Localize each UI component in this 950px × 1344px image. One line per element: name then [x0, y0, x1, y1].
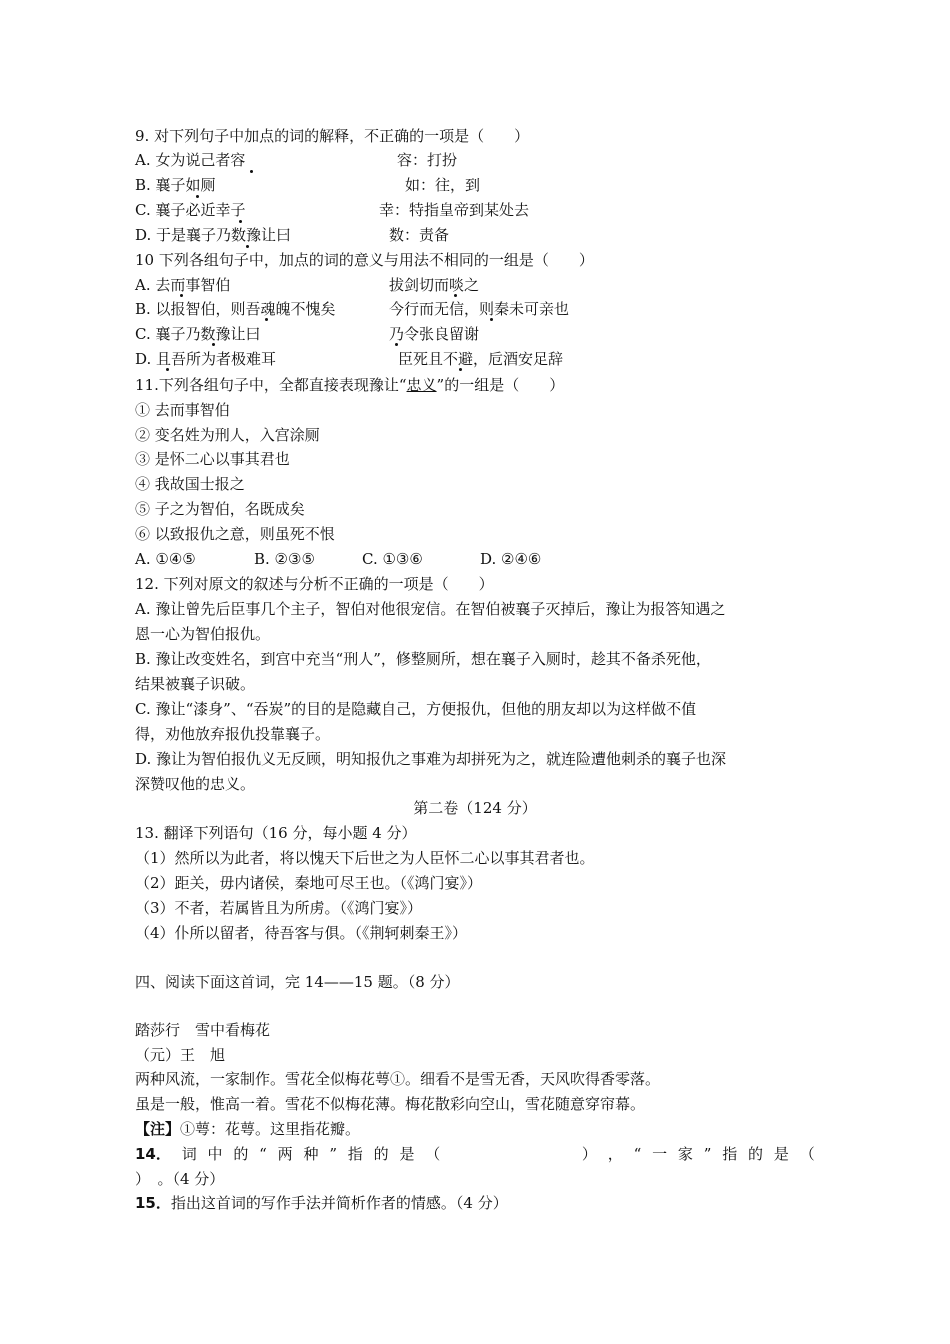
emphasis-dot: [246, 245, 249, 248]
q11-choice-c: C. ①③⑥: [362, 550, 423, 568]
q10-option-c-compare: 乃令张良留谢: [389, 325, 480, 343]
q10-option-b: B. 以报智伯，则吾魂魄不愧矣: [135, 300, 336, 318]
q14-line-2: ） 。（4 分）: [135, 1170, 225, 1188]
q11-item-5: ⑤ 子之为智伯，名既成矣: [135, 500, 305, 518]
q13-item-3: （3）不者，若属皆且为所虏。（《鸿门宴》）: [135, 899, 423, 917]
q9-option-a: A. 女为说己者容: [135, 151, 246, 169]
q14-char: “: [633, 1145, 642, 1163]
q12-line: D. 豫让为智伯报仇义无反顾，明知报仇之事难为却拼死为之，就连险遭他刺杀的襄子也深: [135, 750, 727, 768]
q14-char: 是: [399, 1145, 415, 1163]
q14-char: ）: [581, 1145, 597, 1163]
q14-char: ，: [607, 1145, 623, 1163]
q14-char: 两: [277, 1145, 293, 1163]
note-label: 【注】: [135, 1120, 181, 1138]
q12-line: B. 豫让改变姓名，到宫中充当“刑人”，修整厕所，想在襄子入厕时，趁其不备杀死他，: [135, 650, 711, 668]
q12-line: 深赞叹他的忠义。: [135, 775, 256, 793]
q14-char: 词: [181, 1145, 197, 1163]
q13-item-4: （4）仆所以留者，待吾客与俱。（《荆轲刺秦王》）: [135, 924, 468, 942]
q11-item-3: ③ 是怀二心以事其君也: [135, 450, 290, 468]
poem-line-1: 两种风流，一家制作。雪花全似梅花萼①。细看不是雪无香，天风吹得香零落。: [135, 1070, 661, 1088]
poem-line-2: 虽是一般，惟高一着。雪花不似梅花薄。梅花散彩向空山，雪花随意穿帘幕。: [135, 1095, 646, 1113]
q10-option-b-compare: 今行而无信，则秦未可亲也: [389, 300, 570, 318]
q9-option-c: C. 襄子必近幸子: [135, 201, 246, 219]
q12-line: 结果被襄子识破。: [135, 675, 256, 693]
poem-title: 踏莎行 雪中看梅花: [135, 1021, 271, 1039]
q9-option-a-gloss: 容：打扮: [397, 151, 458, 169]
q9-option-b: B. 襄子如厕: [135, 176, 216, 194]
q11-choice-a: A. ①④⑤: [135, 550, 196, 568]
section-2-title: 第二卷（124 分）: [413, 799, 537, 817]
emphasis-dot: [239, 220, 242, 223]
q9-option-d-gloss: 数：责备: [389, 226, 450, 244]
part-4-heading: 四、阅读下面这首词，完 14——15 题。（8 分）: [135, 973, 460, 991]
q11-choice-d: D. ②④⑥: [480, 550, 542, 568]
q11-item-4: ④ 我故国士报之: [135, 475, 245, 493]
q13-item-1: （1）然所以为此者，将以愧天下后世之为人臣怀二心以事其君者也。: [135, 849, 595, 867]
q14-char: “: [259, 1145, 267, 1163]
q10-stem: 10 下列各组句子中，加点的词的意义与用法不相同的一组是（ ）: [135, 251, 594, 269]
q12-stem: 12. 下列对原文的叙述与分析不正确的一项是（ ）: [135, 575, 494, 593]
q11-item-2: ② 变名姓为刑人，入宫涂厕: [135, 426, 320, 444]
q14-char: 是: [773, 1145, 789, 1163]
emphasis-dot: [196, 195, 199, 198]
note-text: ①萼：花萼。这里指花瓣。: [180, 1120, 361, 1138]
q14-char: （: [799, 1145, 815, 1163]
q11-item-6: ⑥ 以致报仇之意，则虽死不恨: [135, 525, 335, 543]
q9-stem: 9. 对下列句子中加点的词的解释，不正确的一项是（ ）: [135, 127, 530, 145]
q14-line-1: [135, 1145, 815, 1163]
emphasis-dot: [265, 318, 268, 321]
emphasis-dot: [490, 318, 493, 321]
q14-char: 中: [207, 1145, 223, 1163]
q10-option-d: D. 且吾所为者极难耳: [135, 350, 277, 368]
q14-char: ”: [329, 1145, 337, 1163]
q14-char: 的: [748, 1145, 764, 1163]
q9-option-c-gloss: 幸：特指皇帝到某处去: [379, 201, 530, 219]
q11-stem-after: ”的一组是（ ）: [436, 376, 565, 394]
q11-item-1: ① 去而事智伯: [135, 401, 230, 419]
q10-option-d-compare: 臣死且不避，卮酒安足辞: [398, 350, 564, 368]
q12-line: C. 豫让“漆身”、“吞炭”的目的是隐藏自己，方便报仇，但他的朋友却以为这样做不值: [135, 700, 697, 718]
q9-option-d: D. 于是襄子乃数豫让曰: [135, 226, 292, 244]
emphasis-dot: [212, 343, 215, 346]
emphasis-dot: [459, 368, 462, 371]
emphasis-dot: [180, 294, 183, 297]
q14-char: （: [425, 1145, 441, 1163]
emphasis-dot: [250, 170, 253, 173]
q14-char: ”: [703, 1145, 712, 1163]
q15: [135, 1194, 508, 1212]
q13-stem: 13. 翻译下列语句（16 分，每小题 4 分）: [135, 824, 417, 842]
poem-note: [135, 1120, 360, 1138]
q14-char: 种: [303, 1145, 319, 1163]
q11-choice-b: B. ②③⑤: [254, 550, 315, 568]
q12-line: A. 豫让曾先后臣事几个主子，智伯对他很宠信。在智伯被襄子灭掉后，豫让为报答知遇之: [135, 600, 726, 618]
q14-number: 14．: [135, 1145, 171, 1163]
emphasis-dot: [395, 343, 398, 346]
q14-char: 指: [722, 1145, 738, 1163]
q9-option-b-gloss: 如：往，到: [405, 176, 481, 194]
q14-char: 的: [233, 1145, 249, 1163]
emphasis-dot: [454, 294, 457, 297]
q11-stem-before: 11.下列各组句子中，全都直接表现豫让“: [135, 376, 407, 394]
q14-char: 家: [677, 1145, 693, 1163]
q10-option-c: C. 襄子乃数豫让曰: [135, 325, 261, 343]
q10-option-a: A. 去而事智伯: [135, 276, 231, 294]
q14-char: 一: [652, 1145, 668, 1163]
q11-stem-underlined: 忠义: [406, 376, 437, 394]
poem-author: （元）王 旭: [135, 1046, 226, 1064]
q14-char: 的: [373, 1145, 389, 1163]
q11-stem: [135, 376, 564, 394]
q12-line: 恩一心为智伯报仇。: [135, 625, 271, 643]
q15-text: 指出这首词的写作手法并简析作者的情感。（4 分）: [170, 1194, 508, 1212]
q14-char: 指: [347, 1145, 363, 1163]
q10-option-a-compare: 拔剑切而啖之: [389, 276, 480, 294]
q12-line: 得，劝他放弃报仇投靠襄子。: [135, 725, 331, 743]
q15-number: 15．: [135, 1194, 171, 1212]
q14-blank-1: [451, 1145, 571, 1163]
q13-item-2: （2）距关，毋内诸侯，秦地可尽王也。（《鸿门宴》）: [135, 874, 483, 892]
emphasis-dot: [166, 368, 169, 371]
